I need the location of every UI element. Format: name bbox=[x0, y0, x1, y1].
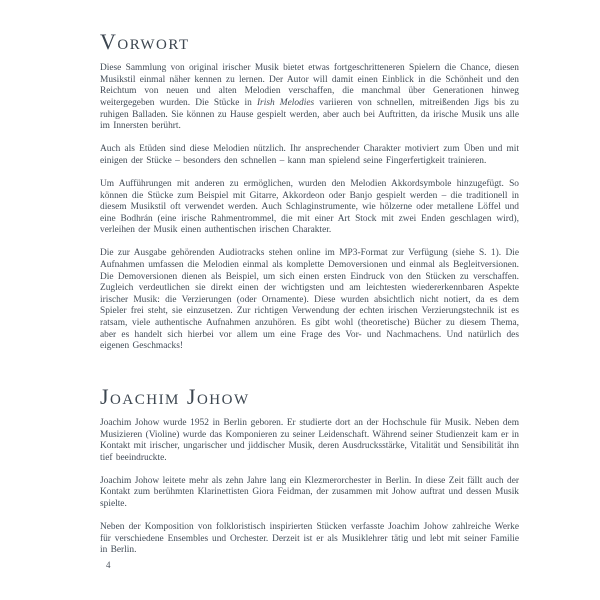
page-content bbox=[100, 30, 519, 568]
johow-paragraph-2: Joachim Johow leitete mehr als zehn Jahre lang ein Klezmerorchester in Berlin. In diese Zeit fällt auch der Kontakt zum berühmten Klarinettisten Giora Feidman, der zusammen mit Johow auftrat und dessen Musik spielte. bbox=[100, 475, 519, 509]
vorwort-heading: Vorwort bbox=[100, 29, 190, 54]
vorwort-p1-text-before: Diese Sammlung von original irischer Musik bietet etwas fortgeschritteneren Spielern die Chance, diesen Musikstil einmal näher kennen zu lernen. Der Autor will damit einen Einblick in die Schönheit und den Reichtum von neuen und alten Melodien verschaffen, die manchmal über Generationen hinweg weitergegeben wurden. Die Stücke in bbox=[100, 63, 519, 108]
johow-heading: Joachim Johow bbox=[100, 383, 250, 409]
vorwort-p1-italic-title: Irish Melodies bbox=[256, 97, 315, 108]
vorwort-paragraph-2: Auch als Etüden sind diese Melodien nützlich. Ihr ansprechender Charakter motiviert zum Üben und mit einigen der Stücke – besonders den schnellen – kann man spielend seine Fingerfertigkeit trainieren. bbox=[100, 144, 519, 166]
vorwort-p1-text-after: variieren von schnellen, mitreißenden Jigs bis zu ruhigen Balladen. Sie können zu Hause gespielt werden, aber auch bei Auftritten, da irische Musik uns alle im Innersten berührt. bbox=[100, 97, 519, 132]
vorwort-paragraph-1 bbox=[100, 63, 519, 133]
johow-paragraph-1: Joachim Johow wurde 1952 in Berlin geboren. Er studierte dort an der Hochschule für Musik. Neben dem Musizieren (Violine) wurde das Komponieren zu seiner Leidenschaft. Während seiner Studienzeit kam er in Kontakt mit irischer, ungarischer und jiddischer Musik, deren Ausdrucksstärke, Vitalität und Sensibilität ihn tief beeindruckte. bbox=[100, 417, 519, 463]
vorwort-paragraph-4: Die zur Ausgabe gehörenden Audiotracks stehen online im MP3-Format zur Verfügung (siehe S. 1). Die Aufnahmen umfassen die Melodien einmal als komplette Demoversionen und einmal als Begleitversionen. Die Demoversionen dienen als Beispiel, um sich einen ersten Eindruck von den Stücken zu verschaffen. Zugleich verdeutlichen sie direkt einen der wichtigsten und am leichtesten wiedererkennbaren Aspekte irischer Musik: die Verzierungen (oder Ornamente). Diese wurden absichtlich nicht notiert, da es dem Spieler frei steht, sie einzusetzen. Zur richtigen Verwendung der echten irischen Verzierungstechnik ist es ratsam, viele authentische Aufnahmen anzuhören. Es gibt wohl (theoretische) Bücher zu diesem Thema, aber es handelt sich hierbei vor allem um eine Frage des Vor- und Nachmachens. Und natürlich des eigenen Geschmacks! bbox=[100, 248, 519, 352]
vorwort-paragraph-3: Um Aufführungen mit anderen zu ermöglichen, wurden den Melodien Akkordsymbole hinzugefügt. So können die Stücke zum Beispiel mit Gitarre, Akkordeon oder Banjo gespielt werden – die traditionell in diesem Musikstil oft verwendet werden. Auch Schlaginstrumente, wie hölzerne oder metallene Löffel und eine Bodhrán (eine irische Rahmentrommel, die mit einer Art Stock mit zwei Enden geschlagen wird), verleihen der Musik einen authentischen irischen Charakter. bbox=[100, 178, 519, 236]
johow-paragraph-3: Neben der Komposition von folkloristisch inspirierten Stücken verfasste Joachim Johow zahlreiche Werke für verschiedene Ensembles und Orchester. Derzeit ist er als Musiklehrer tätig und lebt mit seiner Familie in Berlin. bbox=[100, 522, 519, 556]
page-number: 4 bbox=[106, 560, 111, 570]
